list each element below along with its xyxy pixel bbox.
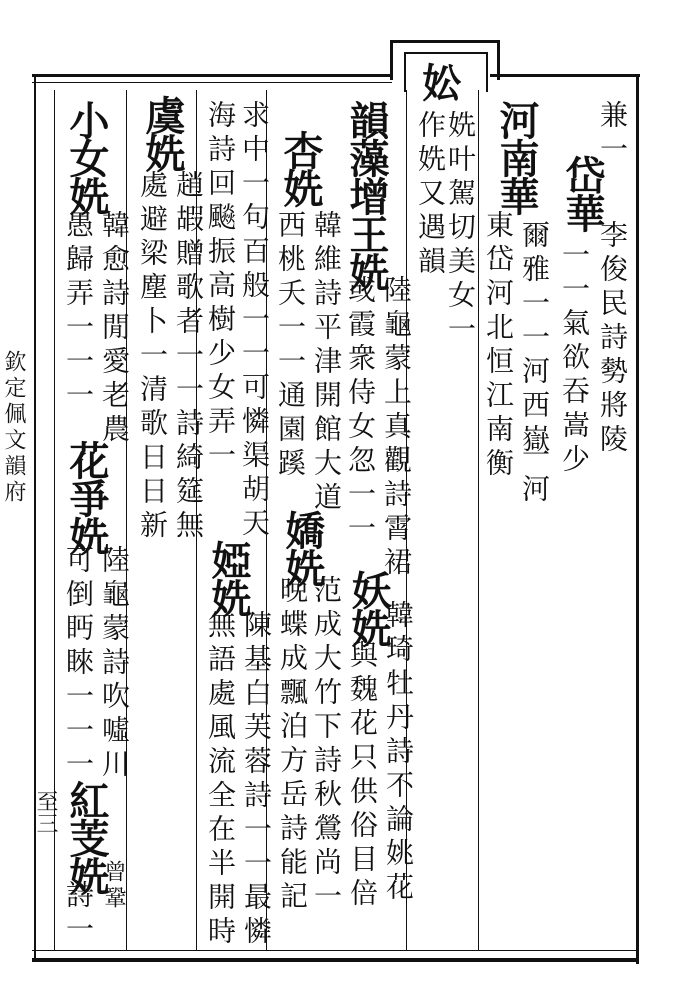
text-column: 一一氣欲吞嵩少 [558, 240, 591, 478]
entry-headword: 婭姺 [205, 540, 252, 616]
text-column: 姺叶駕切美女一 [444, 110, 477, 348]
text-column: 求中一句百般一一可憐渠胡天 [238, 100, 271, 542]
text-column: 海詩回飈振高樹少女弄一 [204, 100, 237, 474]
entry-headword: 杏姺 [277, 130, 324, 206]
text-column: 西桃夭一一通園蹊 [274, 210, 307, 482]
top-border-rule-right [490, 74, 640, 77]
text-column: 無語處風流全在半開時 [204, 610, 237, 950]
right-border-rule [636, 74, 639, 964]
entry-headword: 韻藻增王姺 [343, 100, 390, 290]
text-column: 趙嘏贈歌者一一詩綺筵無 [172, 170, 205, 544]
text-column: 晚蝶成飄泊方岳詩能記 [276, 575, 309, 915]
top-border-rule-thin [32, 82, 392, 83]
text-column: 爾雅一一河西嶽 [518, 220, 551, 458]
text-column: 陸龜蒙上真觀詩霄裙 [380, 275, 413, 581]
text-column: 一河 [518, 440, 551, 508]
text-column: 兼一 [596, 100, 629, 168]
text-column: 陳基白芙蓉詩一一最憐 [240, 610, 273, 950]
bottom-border-rule [32, 958, 639, 962]
entry-headword: 小女姺 [63, 100, 110, 214]
column-divider [478, 90, 479, 950]
entry-headword: 花爭姺 [63, 440, 110, 554]
entry-headword: 河南華 [493, 100, 540, 214]
text-column: 處避梁塵卜一清歌日日新 [136, 170, 169, 544]
text-column: 韓維詩平津開館大道 [310, 210, 343, 516]
text-column: 愚歸弄一一一 [62, 210, 95, 414]
text-column: 陸龜蒙詩吹噓川 [98, 545, 131, 783]
text-column: 韓愈詩閒愛老農 [98, 210, 131, 448]
text-column: 曾鞏 [101, 860, 126, 912]
entry-headword: 紅芰姺 [63, 780, 110, 894]
tab-outer-top [390, 40, 500, 43]
entry-headword: 岱華 [559, 155, 606, 231]
text-column: 可倒眄睞一一一 [62, 545, 95, 783]
page-number: 至三 [33, 790, 58, 834]
entry-headword: 嬌姺 [279, 510, 326, 586]
text-column: 詩一 [62, 880, 95, 948]
text-column: 東岱河北恒江南衡 [482, 210, 515, 482]
text-column: 李俊民詩勢將陵 [596, 220, 629, 458]
tab-inner-right [486, 52, 488, 92]
top-border-rule [32, 74, 392, 77]
text-column: 范成大竹下詩秋鶯尚一 [310, 575, 343, 915]
text-column: 韓琦牡丹詩不論姚花 [382, 600, 415, 906]
tab-outer-left [390, 40, 393, 80]
rhyme-heading-char: 妐 [422, 60, 462, 107]
text-column: 或霞衆侍女忽一一 [344, 275, 377, 547]
entry-headword: 虞姺 [139, 95, 186, 171]
text-column: 作姺又遇韻 [414, 110, 447, 280]
tab-outer-right [497, 40, 500, 80]
text-column: 欽定佩文韻府 [1, 350, 26, 506]
text-column: 與魏花只供俗目倍 [346, 640, 379, 912]
tab-inner-left [404, 52, 406, 92]
bottom-border-rule-thin [32, 950, 639, 951]
entry-headword: 妖姺 [345, 570, 392, 646]
